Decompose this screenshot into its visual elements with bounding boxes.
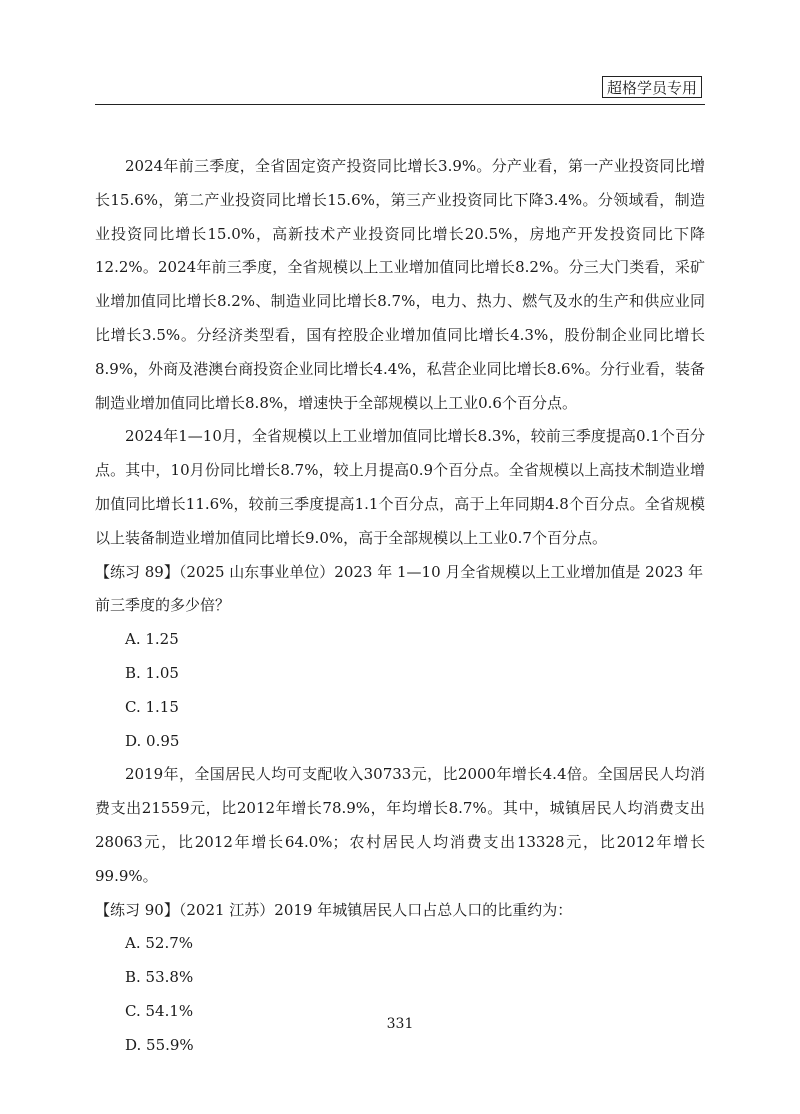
option-89-a: A. 1.25: [125, 630, 179, 649]
option-90-d: D. 55.9%: [125, 1035, 194, 1054]
page-content: [95, 150, 705, 1063]
header-stamp: 超格学员专用: [602, 76, 702, 98]
option-90-b: B. 53.8%: [125, 968, 194, 987]
header-rule: [95, 104, 705, 105]
paragraph-1: 2024年前三季度，全省固定资产投资同比增长3.9%。分产业看，第一产业投资同比增长15.6%，第二产业投资同比增长15.6%，第三产业投资同比下降3.4%。分领域看，制造业投资同比增长15.0%，高新技术产业投资同比增长20.5%，房地产开发投资同比下降12.2%。2024年前三季度，全省规模以上工业增加值同比增长8.2%。分三大门类看，采矿业增加值同比增长8.2%、制造业同比增长8.7%，电力、热力、燃气及水的生产和供应业同比增长3.5%。分经济类型看，国有控股企业增加值同比增长4.3%，股份制企业同比增长8.9%，外商及港澳台商投资企业同比增长4.4%，私营企业同比增长8.6%。分行业看，装备制造业增加值同比增长8.8%，增速快于全部规模以上工业0.6个百分点。: [95, 157, 705, 412]
option-89-c: C. 1.15: [125, 697, 179, 716]
question-90: 【练习 90】（2021 江苏）2019 年城镇居民人口占总人口的比重约为：: [95, 900, 573, 919]
paragraph-3: 2019年，全国居民人均可支配收入30733元，比2000年增长4.4倍。全国居民人均消费支出21559元，比2012年增长78.9%，年均增长8.7%。其中，城镇居民人均消费支出28063元，比2012年增长64.0%；农村居民人均消费支出13328元，比2012年增长99.9%。: [95, 765, 705, 885]
option-89-b: B. 1.05: [125, 663, 179, 682]
question-89: 【练习 89】（2025 山东事业单位）2023 年 1—10 月全省规模以上工业增加值是 2023 年前三季度的多少倍？: [95, 562, 704, 615]
option-90-c: C. 54.1%: [125, 1001, 194, 1020]
option-89-d: D. 0.95: [125, 731, 180, 750]
option-90-a: A. 52.7%: [125, 934, 194, 953]
page-number: 331: [386, 1016, 414, 1032]
paragraph-2: 2024年1—10月，全省规模以上工业增加值同比增长8.3%，较前三季度提高0.1个百分点。其中，10月份同比增长8.7%，较上月提高0.9个百分点。全省规模以上高技术制造业增加值同比增长11.6%，较前三季度提高1.1个百分点，高于上年同期4.8个百分点。全省规模以上装备制造业增加值同比增长9.0%，高于全部规模以上工业0.7个百分点。: [95, 427, 705, 547]
